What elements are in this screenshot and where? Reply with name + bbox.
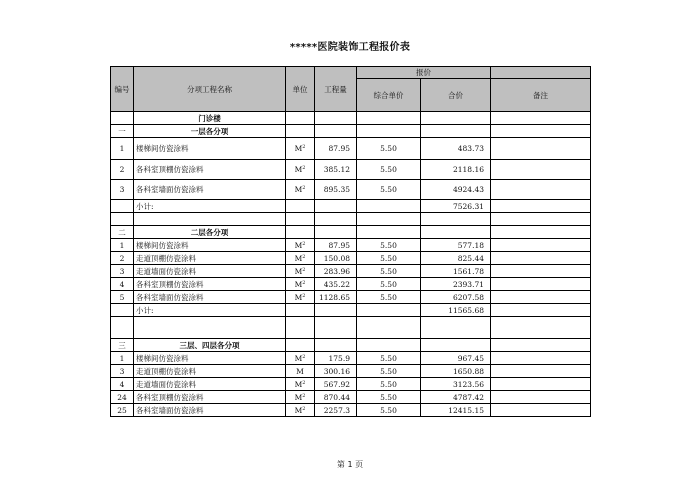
document-title: *****医院装饰工程报价表 (289, 42, 411, 53)
unit-superscript: 2 (302, 266, 306, 273)
empty-cell (357, 125, 421, 138)
item-unit (286, 239, 315, 252)
unit-base: M (294, 292, 303, 302)
table-row (111, 391, 591, 404)
section-title: 二层各分项 (134, 226, 286, 239)
item-total: 3123.56 (421, 378, 491, 391)
empty-cell (357, 317, 421, 339)
item-qty: 2257.3 (315, 404, 357, 417)
item-number: 2 (111, 252, 134, 265)
item-number: 1 (111, 138, 134, 160)
empty-cell (421, 317, 491, 339)
item-unit-price: 5.50 (357, 278, 421, 291)
table-row (111, 138, 591, 160)
item-name: 各科室顶棚仿瓷涂料 (134, 160, 286, 180)
empty-cell (357, 112, 421, 125)
unit-base: M (294, 392, 303, 402)
table-row (111, 365, 591, 378)
empty-cell (491, 213, 591, 226)
unit-base: M (294, 185, 303, 194)
table-row (111, 404, 591, 417)
item-name: 各科室顶棚仿瓷涂料 (134, 278, 286, 291)
subtotal-label: 小计: (134, 304, 286, 317)
table-row (111, 265, 591, 278)
empty-cell (315, 226, 357, 239)
empty-cell (421, 213, 491, 226)
building-name: 门诊楼 (134, 112, 286, 125)
item-unit-price: 5.50 (357, 239, 421, 252)
subtotal-value: 11565.68 (421, 304, 491, 317)
item-total: 1561.78 (421, 265, 491, 278)
item-total: 12415.15 (421, 404, 491, 417)
empty-cell (421, 339, 491, 352)
item-unit (286, 291, 315, 304)
empty-cell (286, 213, 315, 226)
unit-base: M (294, 266, 303, 276)
item-remark (491, 278, 591, 291)
item-qty: 870.44 (315, 391, 357, 404)
spacer-row (111, 317, 591, 339)
item-number: 3 (111, 265, 134, 278)
empty-cell (491, 112, 591, 125)
item-unit-price: 5.50 (357, 365, 421, 378)
item-name: 走道墙面仿瓷涂料 (134, 265, 286, 278)
item-unit (286, 252, 315, 265)
item-total: 4924.43 (421, 180, 491, 200)
item-remark (491, 378, 591, 391)
unit-superscript: 2 (302, 253, 306, 260)
item-remark (491, 138, 591, 160)
item-unit-price: 5.50 (357, 352, 421, 365)
section-number: 三 (111, 339, 134, 352)
item-remark (491, 252, 591, 265)
header-remark-top (491, 67, 591, 79)
subtotal-value: 7526.31 (421, 200, 491, 213)
table-row (111, 278, 591, 291)
item-unit-price: 5.50 (357, 252, 421, 265)
empty-cell (286, 200, 315, 213)
unit-superscript: 2 (302, 379, 306, 386)
item-number: 24 (111, 391, 134, 404)
item-name: 楼梯间仿瓷涂料 (134, 352, 286, 365)
empty-cell (286, 304, 315, 317)
item-total: 4787.42 (421, 391, 491, 404)
quote-table (110, 66, 591, 417)
unit-superscript: 2 (302, 392, 306, 399)
empty-cell (134, 213, 286, 226)
item-unit-price: 5.50 (357, 404, 421, 417)
unit-superscript: 2 (302, 405, 306, 412)
empty-cell (491, 317, 591, 339)
building-row (111, 112, 591, 125)
empty-cell (491, 226, 591, 239)
item-remark (491, 291, 591, 304)
item-qty: 300.16 (315, 365, 357, 378)
item-unit (286, 352, 315, 365)
item-unit (286, 378, 315, 391)
item-total: 967.45 (421, 352, 491, 365)
item-unit (286, 391, 315, 404)
header-unit: 单位 (286, 67, 315, 112)
header-price-group: 报价 (357, 67, 491, 79)
item-total: 1650.88 (421, 365, 491, 378)
item-qty: 175.9 (315, 352, 357, 365)
table-row (111, 160, 591, 180)
header-qty: 工程量 (315, 67, 357, 112)
empty-cell (286, 125, 315, 138)
unit-base: M (294, 279, 303, 289)
empty-cell (491, 125, 591, 138)
subtotal-row (111, 304, 591, 317)
header-no: 编号 (111, 67, 134, 112)
item-name: 楼梯间仿瓷涂料 (134, 138, 286, 160)
empty-cell (357, 304, 421, 317)
unit-superscript: 2 (302, 240, 306, 247)
item-unit (286, 278, 315, 291)
header-total: 合价 (421, 79, 491, 112)
item-qty: 283.96 (315, 265, 357, 278)
item-name: 走道顶棚仿瓷涂料 (134, 252, 286, 265)
item-remark (491, 404, 591, 417)
item-number: 4 (111, 378, 134, 391)
unit-superscript: 2 (302, 353, 306, 360)
unit-superscript: 2 (302, 144, 306, 150)
item-unit (286, 180, 315, 200)
empty-cell (421, 125, 491, 138)
empty-cell (315, 213, 357, 226)
empty-cell (286, 339, 315, 352)
item-remark (491, 265, 591, 278)
item-unit-price: 5.50 (357, 378, 421, 391)
unit-superscript: 2 (302, 292, 306, 299)
unit-base: M (294, 144, 303, 153)
empty-cell (421, 112, 491, 125)
unit-superscript: 2 (302, 165, 306, 171)
spacer-row (111, 213, 591, 226)
item-unit (286, 160, 315, 180)
table-row (111, 378, 591, 391)
empty-cell (315, 317, 357, 339)
unit-base: M (294, 353, 303, 363)
empty-cell (491, 304, 591, 317)
item-qty: 87.95 (315, 239, 357, 252)
item-total: 2118.16 (421, 160, 491, 180)
item-number: 4 (111, 278, 134, 291)
unit-base: M (294, 405, 303, 415)
header-remark: 备注 (491, 79, 591, 112)
unit-base: M (294, 165, 303, 174)
item-qty: 385.12 (315, 160, 357, 180)
item-name: 走道顶棚仿瓷涂料 (134, 365, 286, 378)
item-number: 25 (111, 404, 134, 417)
item-number: 1 (111, 239, 134, 252)
item-remark (491, 239, 591, 252)
item-qty: 895.35 (315, 180, 357, 200)
unit-base: M (294, 240, 303, 250)
item-name: 楼梯间仿瓷涂料 (134, 239, 286, 252)
empty-cell (357, 226, 421, 239)
item-unit-price: 5.50 (357, 391, 421, 404)
empty-cell (111, 112, 134, 125)
empty-cell (421, 226, 491, 239)
item-unit-price: 5.50 (357, 160, 421, 180)
item-name: 各科室墙面仿瓷涂料 (134, 291, 286, 304)
subtotal-row (111, 200, 591, 213)
unit-base: M (294, 253, 303, 263)
empty-cell (315, 339, 357, 352)
section-header-row (111, 339, 591, 352)
item-unit (286, 365, 315, 378)
item-number: 2 (111, 160, 134, 180)
item-unit (286, 265, 315, 278)
empty-cell (111, 304, 134, 317)
section-number: 一 (111, 125, 134, 138)
item-name: 走道墙面仿瓷涂料 (134, 378, 286, 391)
empty-cell (315, 200, 357, 213)
header-name: 分项工程名称 (134, 67, 286, 112)
item-unit-price: 5.50 (357, 291, 421, 304)
empty-cell (111, 200, 134, 213)
item-qty: 567.92 (315, 378, 357, 391)
section-header-row (111, 125, 591, 138)
item-name: 各科室顶棚仿瓷涂料 (134, 391, 286, 404)
item-unit (286, 138, 315, 160)
empty-cell (286, 112, 315, 125)
header-row-top (111, 67, 591, 79)
item-number: 3 (111, 180, 134, 200)
empty-cell (357, 213, 421, 226)
item-total: 2393.71 (421, 278, 491, 291)
empty-cell (286, 317, 315, 339)
item-name: 各科室墙面仿瓷涂料 (134, 404, 286, 417)
subtotal-label: 小计: (134, 200, 286, 213)
empty-cell (286, 226, 315, 239)
empty-cell (357, 200, 421, 213)
item-remark (491, 365, 591, 378)
empty-cell (357, 339, 421, 352)
item-number: 1 (111, 352, 134, 365)
item-unit-price: 5.50 (357, 180, 421, 200)
table-row (111, 252, 591, 265)
page-number: 第 1 页 (336, 460, 364, 469)
item-unit-price: 5.50 (357, 265, 421, 278)
empty-cell (134, 317, 286, 339)
section-header-row (111, 226, 591, 239)
table-row (111, 352, 591, 365)
item-remark (491, 180, 591, 200)
section-number: 二 (111, 226, 134, 239)
empty-cell (315, 112, 357, 125)
item-total: 6207.58 (421, 291, 491, 304)
item-remark (491, 391, 591, 404)
unit-superscript: 2 (302, 279, 306, 286)
item-qty: 1128.65 (315, 291, 357, 304)
empty-cell (491, 339, 591, 352)
table-body (111, 67, 591, 417)
empty-cell (491, 200, 591, 213)
item-total: 825.44 (421, 252, 491, 265)
empty-cell (315, 125, 357, 138)
item-qty: 87.95 (315, 138, 357, 160)
item-number: 5 (111, 291, 134, 304)
table-row (111, 239, 591, 252)
item-remark (491, 352, 591, 365)
item-number: 3 (111, 365, 134, 378)
section-title: 三层、四层各分项 (134, 339, 286, 352)
section-title: 一层各分项 (134, 125, 286, 138)
item-total: 577.18 (421, 239, 491, 252)
empty-cell (111, 213, 134, 226)
unit-superscript: 2 (302, 185, 306, 191)
item-unit (286, 404, 315, 417)
item-qty: 435.22 (315, 278, 357, 291)
item-name: 各科室墙面仿瓷涂料 (134, 180, 286, 200)
item-total: 483.73 (421, 138, 491, 160)
unit-base: M (296, 366, 304, 376)
item-remark (491, 160, 591, 180)
unit-base: M (294, 379, 303, 389)
item-unit-price: 5.50 (357, 138, 421, 160)
table-row (111, 180, 591, 200)
table-row (111, 291, 591, 304)
empty-cell (315, 304, 357, 317)
empty-cell (111, 317, 134, 339)
header-unit-price: 综合单价 (357, 79, 421, 112)
item-qty: 150.08 (315, 252, 357, 265)
